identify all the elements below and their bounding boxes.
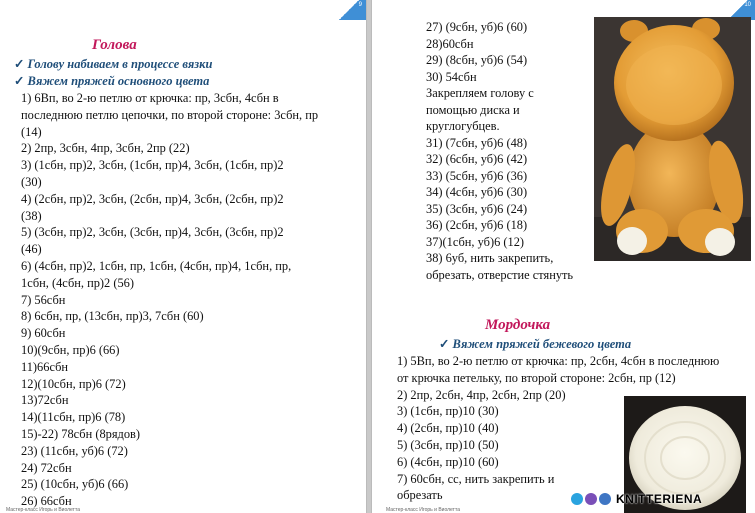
pattern-step-line: 5) (3сбн, пр)2, 3сбн, (3сбн, пр)4, 3сбн, (3сбн, пр)2 bbox=[21, 225, 284, 240]
pattern-step-line: 25) (10сбн, уб)6 (66) bbox=[21, 477, 129, 492]
pattern-step-line: 2) 2пр, 3сбн, 4пр, 3сбн, 2пр (22) bbox=[21, 141, 190, 156]
pattern-step-line: 4) (2сбн, пр)2, 3сбн, (2сбн, пр)4, 3сбн, (2сбн, пр)2 bbox=[21, 191, 284, 206]
pattern-step-line: 3) (1сбн, пр)10 (30) bbox=[397, 404, 499, 419]
pattern-step-line: 28)60сбн bbox=[426, 36, 474, 51]
pattern-step-line: Закрепляем голову с bbox=[426, 86, 534, 100]
pattern-step-line: (14) bbox=[21, 124, 42, 139]
section-title-head: Голова bbox=[92, 37, 137, 53]
checkmark-icon: ✓ bbox=[14, 74, 25, 88]
pattern-step-line: 7) 56сбн bbox=[21, 292, 66, 307]
pattern-step-line: 2) 2пр, 2сбн, 4пр, 2сбн, 2пр (20) bbox=[397, 387, 566, 402]
pattern-step-line: 1) 5Вп, во 2-ю петлю от крючка: пр, 2сбн, 4сбн в последнюю bbox=[397, 354, 720, 368]
pattern-step-line: 37)(1сбн, уб)6 (12) bbox=[426, 234, 525, 249]
pattern-step-line: 8) 6сбн, пр, (13сбн, пр)3, 7сбн (60) bbox=[21, 309, 204, 324]
section-title-muzzle: Мордочка bbox=[485, 317, 551, 333]
toy-photo bbox=[594, 17, 751, 261]
pattern-step-line: 27) (9сбн, уб)6 (60) bbox=[426, 20, 528, 34]
checkmark-icon: ✓ bbox=[439, 337, 450, 351]
note-line bbox=[14, 73, 209, 89]
pattern-step-line: (38) bbox=[21, 208, 42, 223]
telegram-icon bbox=[571, 493, 583, 505]
pattern-step-line: 26) 66сбн bbox=[21, 494, 72, 509]
pattern-step-line: 30) 54сбн bbox=[426, 69, 477, 84]
pattern-step-line: 35) (3сбн, уб)6 (24) bbox=[426, 201, 528, 216]
pattern-step-line: 12)(10сбн, пр)6 (72) bbox=[21, 376, 126, 391]
watermark bbox=[571, 489, 702, 509]
pattern-step-line: 29) (8сбн, уб)6 (54) bbox=[426, 53, 528, 67]
checkmark-icon: ✓ bbox=[14, 57, 25, 71]
watermark-text: KNITTERIENA bbox=[616, 492, 703, 506]
note-line bbox=[14, 56, 212, 72]
pattern-step-line: 5) (3сбн, пр)10 (50) bbox=[397, 438, 499, 452]
page-number: 9 bbox=[358, 2, 362, 8]
pattern-step-line: 6) (4сбн, пр)2, 1сбн, пр, 1сбн, (4сбн, пр)4, 1сбн, пр, bbox=[21, 259, 292, 273]
pattern-step-line: 14)(11сбн, пр)6 (78) bbox=[21, 410, 126, 425]
pattern-step-line: 15)-22) 78сбн (8рядов) bbox=[21, 427, 141, 441]
pattern-step-line: 34) (4сбн, уб)6 (30) bbox=[426, 185, 528, 199]
pattern-step-line: 4) (2сбн, пр)10 (40) bbox=[397, 421, 499, 436]
pattern-step-line: (30) bbox=[21, 175, 42, 189]
pattern-step-line: обрезать, отверстие стянуть bbox=[426, 267, 574, 282]
page-number: 10 bbox=[744, 2, 751, 8]
pattern-step-line: 36) (2сбн, уб)6 (18) bbox=[426, 218, 528, 232]
pattern-step-line: 3) (1сбн, пр)2, 3сбн, (1сбн, пр)4, 3сбн, (1сбн, пр)2 bbox=[21, 158, 284, 173]
viber-icon bbox=[585, 493, 597, 505]
pattern-step-line: обрезать bbox=[397, 488, 443, 503]
pattern-step-line: 23) (11сбн, уб)6 (72) bbox=[21, 443, 128, 458]
pattern-step-line: 1) 6Вп, во 2-ю петлю от крючка: пр, 3сбн, 4сбн в bbox=[21, 91, 279, 105]
pattern-step-line: (46) bbox=[21, 242, 42, 257]
pattern-step-line: 9) 60сбн bbox=[21, 326, 66, 341]
pattern-step-line: 32) (6сбн, уб)6 (42) bbox=[426, 152, 528, 166]
pattern-step-line: 11)66сбн bbox=[21, 359, 69, 374]
pattern-step-line: 33) (5сбн, уб)6 (36) bbox=[426, 168, 528, 183]
note-line bbox=[439, 336, 631, 352]
pattern-step-line: 38) 6уб, нить закрепить, bbox=[426, 251, 554, 265]
pattern-step-line: 31) (7сбн, уб)6 (48) bbox=[426, 135, 528, 150]
page-footer: Мастер-класс Игорь и Виолетта bbox=[386, 507, 460, 513]
knitted-toy-image bbox=[594, 17, 751, 261]
pattern-step-line: 10)(9сбн, пр)6 (66) bbox=[21, 343, 120, 357]
pattern-step-line: круглогубцев. bbox=[426, 119, 500, 133]
page-corner bbox=[332, 0, 366, 20]
pattern-step-line: последнюю петлю цепочки, по второй стороне: 3сбн, пр bbox=[21, 107, 319, 122]
pattern-step-line: 24) 72сбн bbox=[21, 460, 72, 475]
pattern-step-line: помощью диска и bbox=[426, 102, 520, 117]
note-text: Вяжем пряжей бежевого цвета bbox=[452, 337, 632, 351]
note-text: Вяжем пряжей основного цвета bbox=[27, 74, 210, 88]
pattern-step-line: 13)72сбн bbox=[21, 393, 69, 408]
pattern-step-line: 6) (4сбн, пр)10 (60) bbox=[397, 454, 499, 469]
pattern-step-line: 7) 60сбн, сс, нить закрепить и bbox=[397, 471, 555, 486]
left-page bbox=[0, 0, 367, 513]
note-text: Голову набиваем в процессе вязки bbox=[27, 57, 213, 71]
pattern-step-line: 1сбн, (4сбн, пр)2 (56) bbox=[21, 275, 134, 290]
vk-icon bbox=[599, 493, 611, 505]
pattern-step-line: от крючка петельку, по второй стороне: 2сбн, пр (12) bbox=[397, 370, 676, 385]
page-footer: Мастер-класс Игорь и Виолетта bbox=[6, 507, 80, 513]
